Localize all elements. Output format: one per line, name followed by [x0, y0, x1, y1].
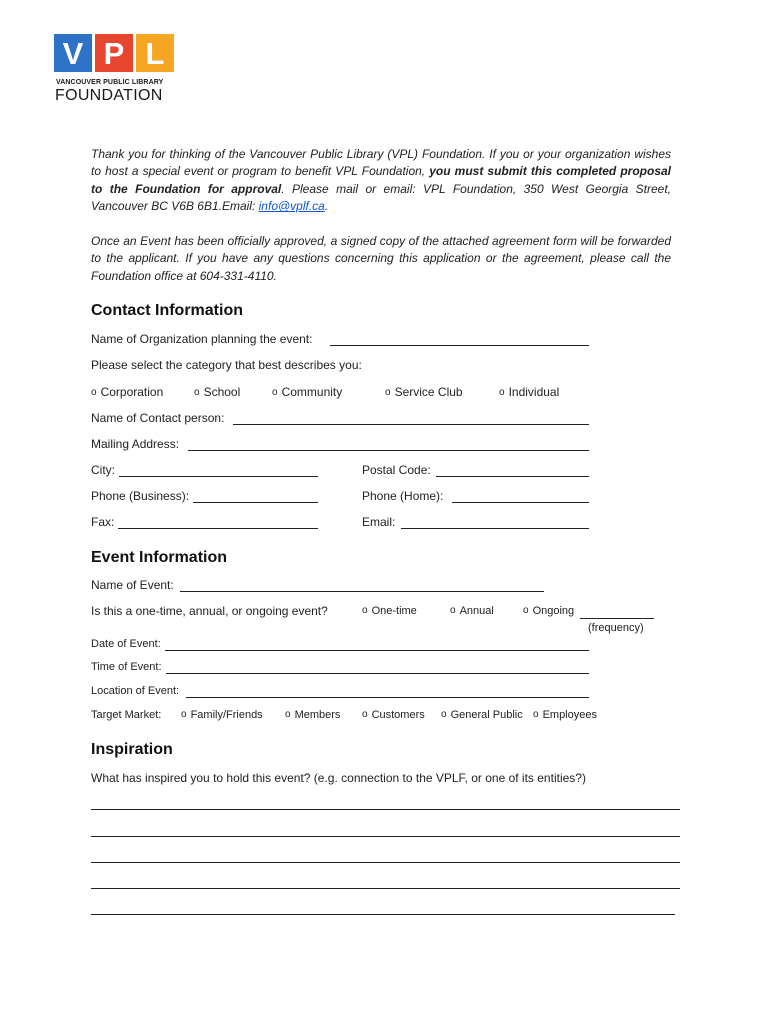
- category-option-label: Service Club: [394, 385, 463, 399]
- frequency-input-line[interactable]: [580, 618, 654, 619]
- checkbox-icon[interactable]: o: [362, 605, 368, 616]
- inspiration-answer-line-4[interactable]: [91, 888, 680, 889]
- checkbox-icon[interactable]: o: [441, 709, 447, 720]
- category-option-label: Community: [281, 385, 343, 399]
- org-label: Name of Organization planning the event:: [91, 332, 313, 346]
- category-option-label: School: [203, 385, 241, 399]
- frequency-option-label: Ongoing: [532, 605, 575, 617]
- intro-text-a: Thank you for thinking of the Vancouver Public Library (VPL) Foundation. If you or your organization wishes to host a special event or program to benefit VPL Foundation,: [91, 147, 671, 179]
- target-option-label: Customers: [371, 709, 425, 721]
- category-option-individual[interactable]: [499, 385, 559, 399]
- frequency-option-one-time[interactable]: [362, 605, 417, 617]
- category-option-corporation[interactable]: [91, 385, 163, 399]
- event-name-label: Name of Event:: [91, 578, 174, 592]
- intro-text-b: . Please mail or email: VPL Foundation, 350 West Georgia Street, Vancouver BC V6B 6B1.Email:: [91, 181, 671, 214]
- vplf-logo: [54, 34, 184, 106]
- event-location-label: Location of Event:: [91, 685, 180, 697]
- mailing-address-label: Mailing Address:: [91, 437, 180, 451]
- checkbox-icon[interactable]: o: [362, 709, 368, 720]
- city-input-line[interactable]: [119, 476, 318, 477]
- logo-subtitle: VANCOUVER PUBLIC LIBRARY: [56, 79, 164, 86]
- event-heading: Event Information: [91, 549, 228, 566]
- target-option-employees[interactable]: [533, 709, 597, 721]
- phone-business-label: Phone (Business):: [91, 489, 190, 503]
- frequency-note: (frequency): [588, 622, 644, 634]
- checkbox-icon[interactable]: o: [181, 709, 187, 720]
- event-name-input-line[interactable]: [180, 591, 544, 592]
- logo-letter-v: V: [54, 34, 92, 72]
- org-input-line[interactable]: [330, 345, 589, 346]
- logo-title: FOUNDATION: [55, 87, 163, 104]
- checkbox-icon[interactable]: o: [450, 605, 456, 616]
- logo-letters: [54, 34, 184, 72]
- category-option-community[interactable]: [272, 385, 342, 399]
- phone-home-label: Phone (Home):: [362, 489, 444, 503]
- category-option-service-club[interactable]: [385, 385, 463, 399]
- contact-person-input-line[interactable]: [233, 424, 589, 425]
- email-label: Email:: [362, 515, 396, 529]
- email-link[interactable]: info@vplf.ca: [258, 199, 325, 214]
- logo-letter-p: P: [95, 34, 133, 72]
- event-location-input-line[interactable]: [186, 697, 589, 698]
- checkbox-icon[interactable]: o: [91, 387, 97, 398]
- postal-code-label: Postal Code:: [362, 463, 431, 477]
- logo-letter-l: L: [136, 34, 174, 72]
- postal-code-input-line[interactable]: [436, 476, 589, 477]
- checkbox-icon[interactable]: o: [385, 387, 391, 398]
- frequency-option-ongoing[interactable]: [523, 605, 574, 617]
- intro-paragraph-1: [91, 146, 671, 216]
- checkbox-icon[interactable]: o: [523, 605, 529, 616]
- frequency-option-label: Annual: [459, 605, 494, 617]
- checkbox-icon[interactable]: o: [285, 709, 291, 720]
- fax-label: Fax:: [91, 515, 115, 529]
- target-option-general-public[interactable]: [441, 709, 523, 721]
- event-time-input-line[interactable]: [166, 673, 589, 674]
- inspiration-answer-line-1[interactable]: [91, 809, 680, 810]
- mailing-address-input-line[interactable]: [188, 450, 589, 451]
- contact-person-label: Name of Contact person:: [91, 411, 225, 425]
- email-input-line[interactable]: [401, 528, 589, 529]
- phone-home-input-line[interactable]: [452, 502, 589, 503]
- checkbox-icon[interactable]: o: [499, 387, 505, 398]
- inspiration-answer-line-2[interactable]: [91, 836, 680, 837]
- category-label: Please select the category that best describes you:: [91, 358, 362, 372]
- checkbox-icon[interactable]: o: [194, 387, 200, 398]
- checkbox-icon[interactable]: o: [272, 387, 278, 398]
- target-option-label: Family/Friends: [190, 709, 263, 721]
- event-time-label: Time of Event:: [91, 661, 162, 673]
- target-option-family-friends[interactable]: [181, 709, 263, 721]
- intro-paragraph-2: Once an Event has been officially approved, a signed copy of the attached agreement form will be forwarded to the applicant. If you have any questions concerning this application or the agreement, please call the Foundation office at 604-331-4110.: [91, 234, 671, 283]
- category-option-school[interactable]: [194, 385, 240, 399]
- contact-heading: Contact Information: [91, 302, 243, 319]
- frequency-option-annual[interactable]: [450, 605, 494, 617]
- frequency-question: Is this a one-time, annual, or ongoing event?: [91, 604, 328, 618]
- inspiration-question: What has inspired you to hold this event? (e.g. connection to the VPLF, or one of its entities?): [91, 771, 586, 785]
- target-option-label: Members: [294, 709, 341, 721]
- fax-input-line[interactable]: [118, 528, 318, 529]
- intro-text-bold: you must submit this completed proposal to the Foundation for approval: [91, 164, 672, 196]
- target-option-customers[interactable]: [362, 709, 425, 721]
- target-market-label: Target Market:: [91, 709, 162, 721]
- target-option-members[interactable]: [285, 709, 340, 721]
- inspiration-answer-line-5[interactable]: [91, 914, 675, 915]
- event-date-input-line[interactable]: [165, 650, 589, 651]
- city-label: City:: [91, 463, 115, 477]
- frequency-option-label: One-time: [371, 605, 417, 617]
- category-option-label: Corporation: [100, 385, 164, 399]
- target-option-label: General Public: [450, 709, 523, 721]
- intro-text-end: .: [324, 199, 329, 214]
- event-date-label: Date of Event:: [91, 638, 161, 650]
- inspiration-heading: Inspiration: [91, 741, 173, 758]
- checkbox-icon[interactable]: o: [533, 709, 539, 720]
- target-option-label: Employees: [542, 709, 597, 721]
- inspiration-answer-line-3[interactable]: [91, 862, 680, 863]
- phone-business-input-line[interactable]: [193, 502, 318, 503]
- category-option-label: Individual: [508, 385, 560, 399]
